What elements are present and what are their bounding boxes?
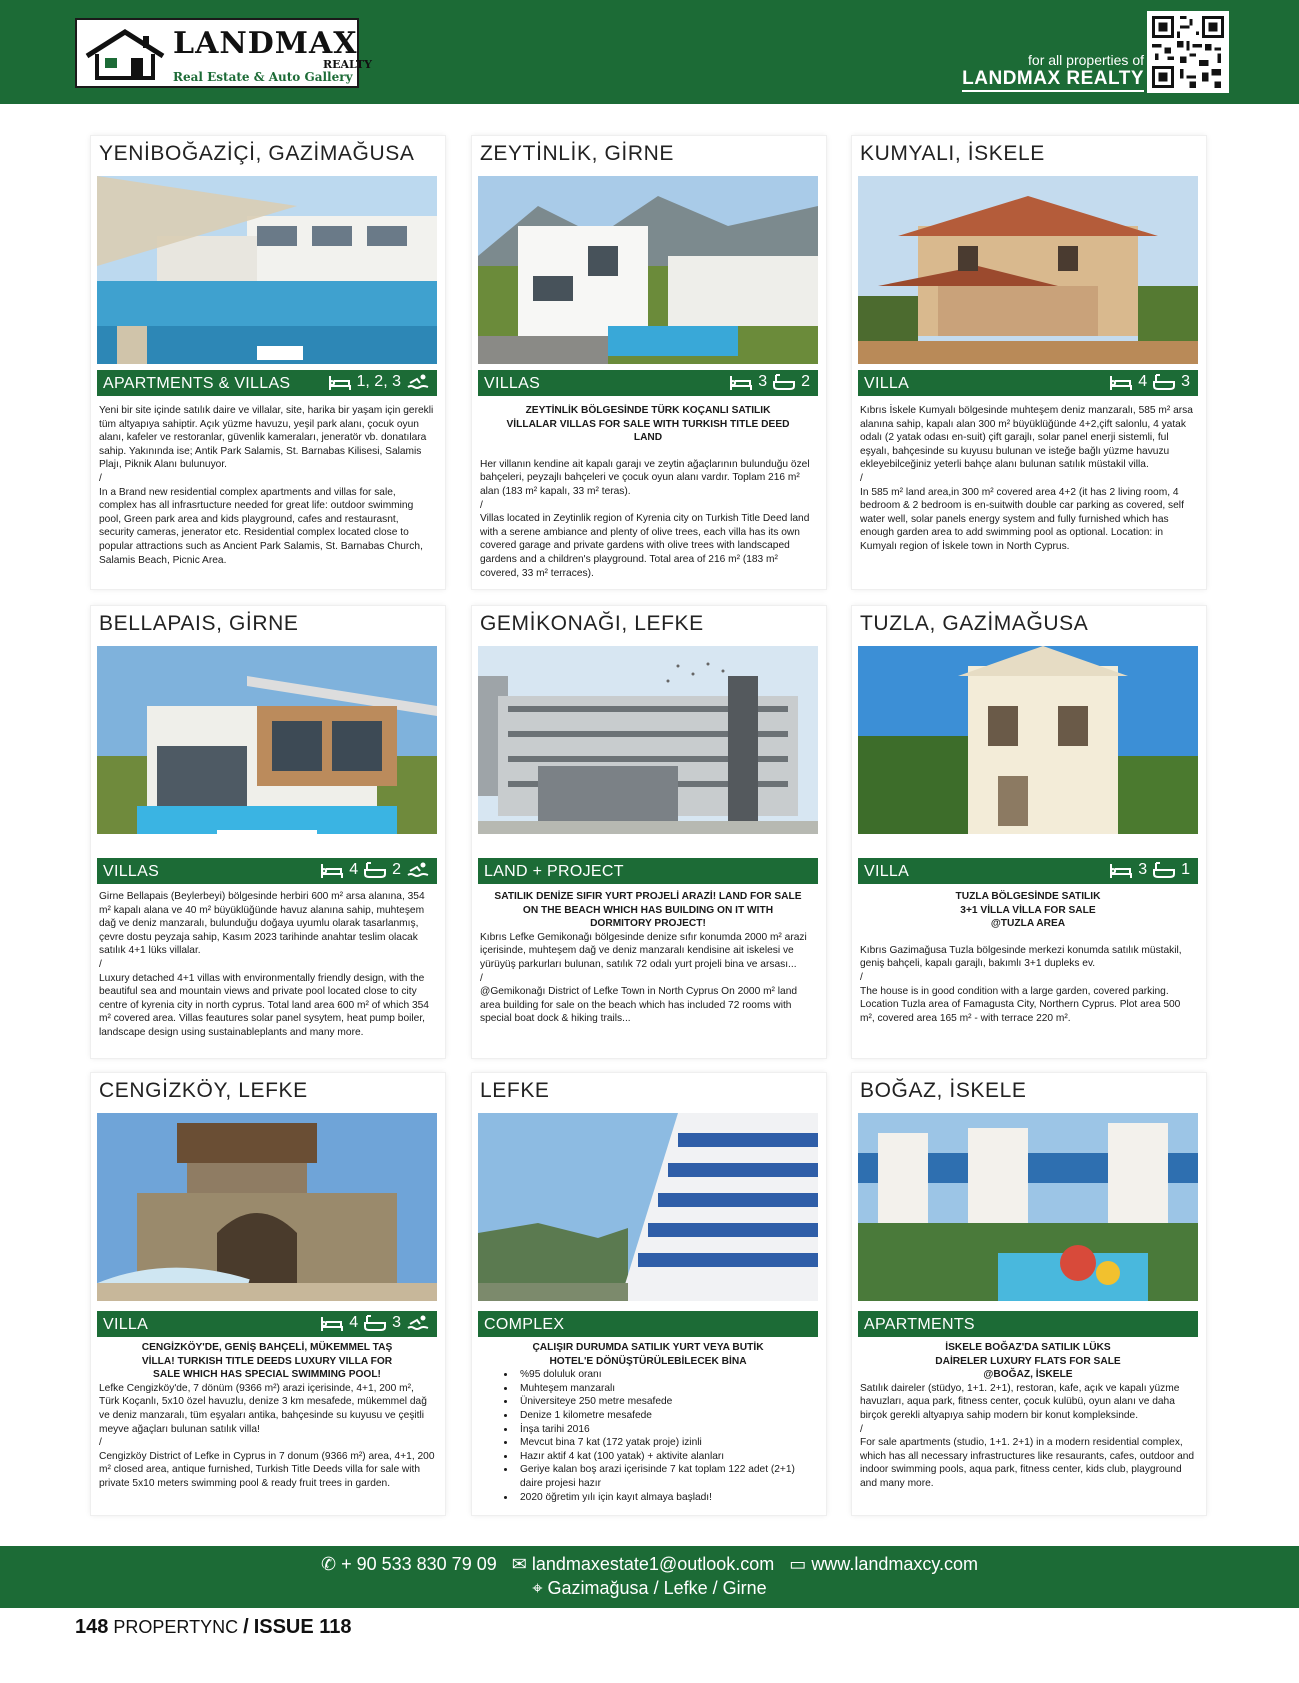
description-en: In 585 m² land area,in 300 m² covered area 4+2 (it has 2 living room, 4 bedroom & 2 bedroom is en-suitwith double car parking as covered, self water well, solar panels energy system and fully furnished which has enough garden area to add swimming pool as optional. Location: in Kumyalı region of İskele town in North Cyprus.	[860, 486, 1184, 552]
listing-type-bar	[478, 858, 818, 884]
listing-location: TUZLA, GAZİMAĞUSA	[860, 612, 1089, 635]
listing-headline: İSKELE BOĞAZ'DA SATILIK LÜKS DAİRELER LUXURY FLATS FOR SALE @BOĞAZ, İSKELE	[935, 1342, 1121, 1381]
description-en: In a Brand new residential complex apartments and villas for sale, complex has all infrasrtucture needed for great life: outdoor swimming pool, Green park area and kids playground, cafes and restaurasnt, security cameras, jenerator etc. Residential complex located close to popular attractions such as Ancient Park Salamis, St. Barnabas Church, Salamis Beach, Picnic Area.	[99, 486, 423, 566]
listing-location: ZEYTİNLİK, GİRNE	[480, 142, 674, 165]
listing-card-bellapais[interactable]	[91, 606, 445, 1058]
landmax-logo[interactable]	[75, 18, 372, 88]
listing-card-kumyali[interactable]	[852, 136, 1206, 589]
separator: /	[99, 1437, 102, 1449]
listing-description	[99, 1341, 435, 1491]
description-tr: Lefke Cengizköy'de, 7 dönüm (9366 m²) arazi içerisinde, 4+1, 200 m², Türk Koçanlı, 5x10 özel havuzlu, denize 3 km mesafede, mükemmel dağ ve deniz manzaralı, tüm eşyaları antika, bahçesinde su kuyusu ve çeşitli meyve ağaçları bulunan satılık villa!	[99, 1382, 427, 1435]
listing-type-bar	[478, 1311, 818, 1337]
listing-photo[interactable]	[97, 646, 437, 834]
listing-type-bar	[858, 858, 1198, 884]
listing-card-lefke[interactable]	[472, 1073, 826, 1515]
bed-icon	[321, 1314, 343, 1332]
location-icon: ⌖	[532, 1578, 543, 1598]
listing-photo[interactable]	[858, 1113, 1198, 1301]
description-tr: Kıbrıs Lefke Gemikonağı bölgesinde denize sıfır konumda 2000 m² arazi içerisinde, muhteşem dağ ve deniz manzaralı kendisine ait iskelesi ve yürüyüş parkurları bulunan, satılık 72 odalı yurt projeli bina ve arsası...	[480, 931, 807, 970]
feature-item: • Mevcut bina 7 kat (172 yatak proje) izinli	[516, 1436, 816, 1450]
listing-type-bar	[97, 858, 437, 884]
bathtub-icon	[364, 861, 386, 879]
listing-type: APARTMENTS	[864, 1316, 975, 1333]
brand-sub: REALTY	[323, 58, 372, 71]
for-all-text: for all properties of	[1028, 52, 1144, 68]
bathtub-icon	[1153, 861, 1175, 879]
bed-count: 4	[349, 1314, 359, 1331]
listing-type: VILLA	[864, 863, 910, 880]
listing-description	[480, 890, 816, 1026]
listing-card-zeytinlik[interactable]	[472, 136, 826, 589]
listing-photo[interactable]	[97, 176, 437, 364]
listing-headline: SATILIK DENİZE SIFIR YURT PROJELİ ARAZİ! LAND FOR SALE ON THE BEACH WHICH HAS BUILDING ON IT WITH DORMITORY PROJECT!	[494, 891, 802, 930]
house-logo-icon	[85, 28, 165, 80]
description-en: For sale apartments (studio, 1+1. 2+1) in a modern residential complex, which has all necessary infrastructures like resaurants, cafes, outdoor and indoor swimming pools, aqua park, fitness center, kids club, playground and many more.	[860, 1437, 1195, 1489]
feature-item: • Muhteşem manzaralı	[516, 1382, 816, 1396]
listing-card-yeniboğaziçi[interactable]	[91, 136, 445, 589]
description-tr: Kıbrıs İskele Kumyalı bölgesinde muhteşem deniz manzaralı, 585 m² arsa alanına sahip, kapalı alan 300 m² büyüklüğünde 4+2,çift salonlu, 4 yatak odalı (2 yatak odası en-suit) çift garajlı, solar panel enerji sistemli, ful eşyalı, bahçesinde su kuyusu bulunan ve isteğe bağlı yüzme havuzu ekleyebilceğiniz yeterli bahçe alanı bulunan satılık müstakil villa.	[860, 405, 1193, 471]
bed-count: 3	[1138, 861, 1148, 878]
description-en: The house is in good condition with a large garden, covered parking. Location Tuzla area of Famagusta City, Northern Cyprus. Plot area 500 m², covered area 165 m² - with terrace 220 m².	[860, 985, 1181, 1024]
listing-headline: TUZLA BÖLGESİNDE SATILIK 3+1 VİLLA VİLLA FOR SALE @TUZLA AREA	[955, 891, 1101, 930]
listing-description	[99, 890, 435, 1040]
phone-icon: ✆	[320, 1554, 337, 1574]
separator: /	[99, 472, 102, 484]
bed-count: 4	[1138, 373, 1148, 390]
listing-photo[interactable]	[97, 1113, 437, 1301]
description-tr: Yeni bir site içinde satılık daire ve villalar, site, harika bir yaşam için gerekli tüm altyapıya sahiptir. Açık yüzme havuzu, yeşil park alanı, çocuk oyun alanı, kafeler ve restoranlar, güvenlik kameraları, jeneratör vb. donatılara sahip. Yakınında ise; Antik Park Salamis, St. Barnabas Kilisesi, Salamis Plajı, Piknik Alanı bulunuyor.	[99, 405, 434, 471]
listing-photo[interactable]	[858, 646, 1198, 834]
bath-count: 2	[392, 861, 401, 878]
computer-icon: ▭	[789, 1554, 807, 1574]
contact-line	[0, 1554, 1299, 1575]
feature-item: • 2020 öğretim yılı için kayıt almaya başladı!	[516, 1491, 816, 1505]
website-link[interactable]: www.landmaxcy.com	[811, 1554, 979, 1574]
header-bar	[0, 0, 1299, 104]
listing-location: KUMYALI, İSKELE	[860, 142, 1045, 165]
listing-photo[interactable]	[478, 1113, 818, 1301]
swimming-pool-icon	[407, 373, 429, 391]
listing-photo[interactable]	[478, 176, 818, 364]
listing-type-bar	[478, 370, 818, 396]
separator: /	[99, 958, 102, 970]
listing-type-bar	[97, 1311, 437, 1337]
listing-description	[480, 1341, 816, 1504]
description-en: Cengizköy District of Lefke in Cyprus in 7 donum (9366 m²) area, 4+1, 200 m² closed area, antique furnished, Turkish Title Deeds villa for sale with private 5x10 meters swimming pool & ready fruit trees in garden.	[99, 1450, 435, 1489]
bed-icon	[321, 861, 343, 879]
bathtub-icon	[1153, 373, 1175, 391]
listing-location: BOĞAZ, İSKELE	[860, 1079, 1027, 1102]
listing-location: LEFKE	[480, 1079, 550, 1102]
listing-card-tuzla[interactable]	[852, 606, 1206, 1058]
description-tr: Kıbrıs Gazimağusa Tuzla bölgesinde merkezi konumda satılık müstakil, geniş bahçeli, kapalı garajlı, bakımlı 3+1 dupleks ev.	[860, 944, 1182, 970]
separator: /	[860, 971, 863, 983]
listing-location: BELLAPAIS, GİRNE	[99, 612, 299, 635]
brand-tagline: Real Estate & Auto Gallery	[173, 70, 353, 84]
listing-location: CENGİZKÖY, LEFKE	[99, 1079, 308, 1102]
bath-count: 2	[801, 373, 810, 390]
listing-type-bar	[858, 1311, 1198, 1337]
listing-type: VILLAS	[103, 863, 160, 880]
swimming-pool-icon	[407, 861, 429, 879]
listing-location: GEMİKONAĞI, LEFKE	[480, 612, 704, 635]
description-tr: Girne Bellapais (Beylerbeyi) bölgesinde herbiri 600 m² arsa alanına, 354 m² kapalı alana ve 40 m² büyüklüğünde havuz alanına sahip, muhteşem dağ ve deniz manzaralı, bulunduğu doğaya uyumlu olarak tasarlanmış, çevre dostu peyzaja sahip, Kasım 2023 tarihinde anahtar teslim olacak satılık 4+1 lüks villalar.	[99, 891, 425, 957]
listing-card-gemikonagi[interactable]	[472, 606, 826, 1058]
bath-count: 3	[392, 1314, 401, 1331]
bed-icon	[1110, 373, 1132, 391]
listing-type: VILLA	[103, 1316, 149, 1333]
feature-item: • Üniversiteye 250 metre mesafede	[516, 1395, 816, 1409]
qr-code-icon[interactable]	[1147, 11, 1229, 93]
bed-icon	[329, 373, 351, 391]
phone-number[interactable]: + 90 533 830 79 09	[341, 1554, 497, 1574]
realty-name: LANDMAX REALTY	[962, 68, 1144, 92]
listing-card-bogaz[interactable]	[852, 1073, 1206, 1515]
email-address[interactable]: landmaxestate1@outlook.com	[531, 1554, 775, 1574]
feature-item: • Geriye kalan boş arazi içerisinde 7 kat toplam 122 adet (2+1) daire projesi hazır	[516, 1463, 816, 1490]
bed-icon	[1110, 861, 1132, 879]
separator: /	[860, 1423, 863, 1435]
listing-description	[860, 404, 1196, 554]
listing-type-bar	[97, 370, 437, 396]
listing-description	[480, 404, 816, 580]
listing-type: VILLA	[864, 375, 910, 392]
listing-photo[interactable]	[478, 646, 818, 834]
feature-item: • Hazır aktif 4 kat (100 yatak) + aktivite alanları	[516, 1450, 816, 1464]
listing-headline: CENGİZKÖY'DE, GENİŞ BAHÇELİ, MÜKEMMEL TAŞ VİLLA! TURKISH TITLE DEEDS LUXURY VILLA FOR SALE WHICH HAS SPECIAL SWIMMING POOL!	[141, 1342, 393, 1381]
listing-description	[860, 1341, 1196, 1491]
listing-headline: ZEYTİNLİK BÖLGESİNDE TÜRK KOÇANLI SATILIK VİLLALAR VILLAS FOR SALE WITH TURKISH TITLE DEED LAND	[506, 405, 790, 444]
bathtub-icon	[364, 1314, 386, 1332]
issue-number: ISSUE 118	[253, 1616, 352, 1638]
listing-location: YENİBOĞAZİÇİ, GAZİMAĞUSA	[99, 142, 415, 165]
header-tagline	[962, 52, 1144, 92]
bath-count: 3	[1181, 373, 1190, 390]
listing-type-bar	[858, 370, 1198, 396]
swimming-pool-icon	[407, 1314, 429, 1332]
listing-headline: ÇALIŞIR DURUMDA SATILIK YURT VEYA BUTİK HOTEL'E DÖNÜŞTÜRÜLEBİLECEK BİNA	[532, 1342, 764, 1367]
listing-description	[860, 890, 1196, 1025]
description-tr: Her villanın kendine ait kapalı garajı ve zeytin ağaçlarının bulunduğu özel bahçeleri, peyzajlı bahçeleri ve çocuk oyun alanı vardır. Toplam 216 m² alan (183 m² kapalı, 33 m² teras).	[480, 458, 810, 497]
listing-type: COMPLEX	[484, 1316, 565, 1333]
bed-icon	[730, 373, 752, 391]
listing-type: APARTMENTS & VILLAS	[103, 375, 291, 392]
separator: /	[480, 972, 483, 984]
listing-card-cengizkoy[interactable]	[91, 1073, 445, 1515]
description-en: Villas located in Zeytinlik region of Kyrenia city on Turkish Title Deed land with a serene ambiance and plenty of olive trees, each villa has its own covered garage and private gardens with olive trees with landscaped gardens and a children's playground. Total area of 216 m² (183 m² covered, 33 m² terraces).	[480, 513, 810, 579]
office-locations: Gazimağusa / Lefke / Girne	[547, 1578, 767, 1598]
description-en: @Gemikonağı District of Lefke Town in North Cyprus On 2000 m² land area building for sale on the beach which has included 72 rooms with special boat dock & hiking trails...	[480, 986, 798, 1025]
separator: /	[480, 499, 483, 511]
contact-footer	[0, 1546, 1299, 1608]
bathtub-icon	[773, 373, 795, 391]
listing-type: VILLAS	[484, 375, 541, 392]
listing-type: LAND + PROJECT	[484, 863, 624, 880]
description-tr: Satılık daireler (stüdyo, 1+1. 2+1), restoran, kafe, açık ve kapalı yüzme havuzları, aqua park, fitness center, çocuk kulübü, oyun alanı ve daha birçok gerekli altyapıya sahip modern bir konut kompleksinde.	[860, 1382, 1180, 1421]
page-number: 148	[75, 1616, 109, 1638]
bed-count: 3	[758, 373, 768, 390]
listing-photo[interactable]	[858, 176, 1198, 364]
bed-count: 4	[349, 861, 359, 878]
feature-list	[480, 1368, 816, 1504]
bed-count: 1, 2, 3	[356, 373, 401, 390]
email-icon: ✉	[511, 1554, 527, 1574]
bath-count: 1	[1181, 861, 1190, 878]
page-footer: 148 PROPERTYNC / ISSUE 118	[75, 1616, 352, 1638]
feature-item: • %95 doluluk oranı	[516, 1368, 816, 1382]
brand-name: LANDMAX	[173, 26, 358, 61]
location-line	[0, 1578, 1299, 1599]
separator: /	[860, 472, 863, 484]
feature-item: • Denize 1 kilometre mesafede	[516, 1409, 816, 1423]
feature-item: • İnşa tarihi 2016	[516, 1423, 816, 1437]
description-en: Luxury detached 4+1 villas with environmentally friendly design, with the beautiful sea and mountain views and private pool located close to city centre of kyrenia city in north cyprus. Total land area 600 m² of which 354 m² covered area. Villas feautures solar panel sysytem, heat pump boiler, landscape design using sustainableplants and many more.	[99, 972, 429, 1038]
publication-name: PROPERTYNC	[113, 1617, 239, 1637]
listing-description	[99, 404, 435, 567]
